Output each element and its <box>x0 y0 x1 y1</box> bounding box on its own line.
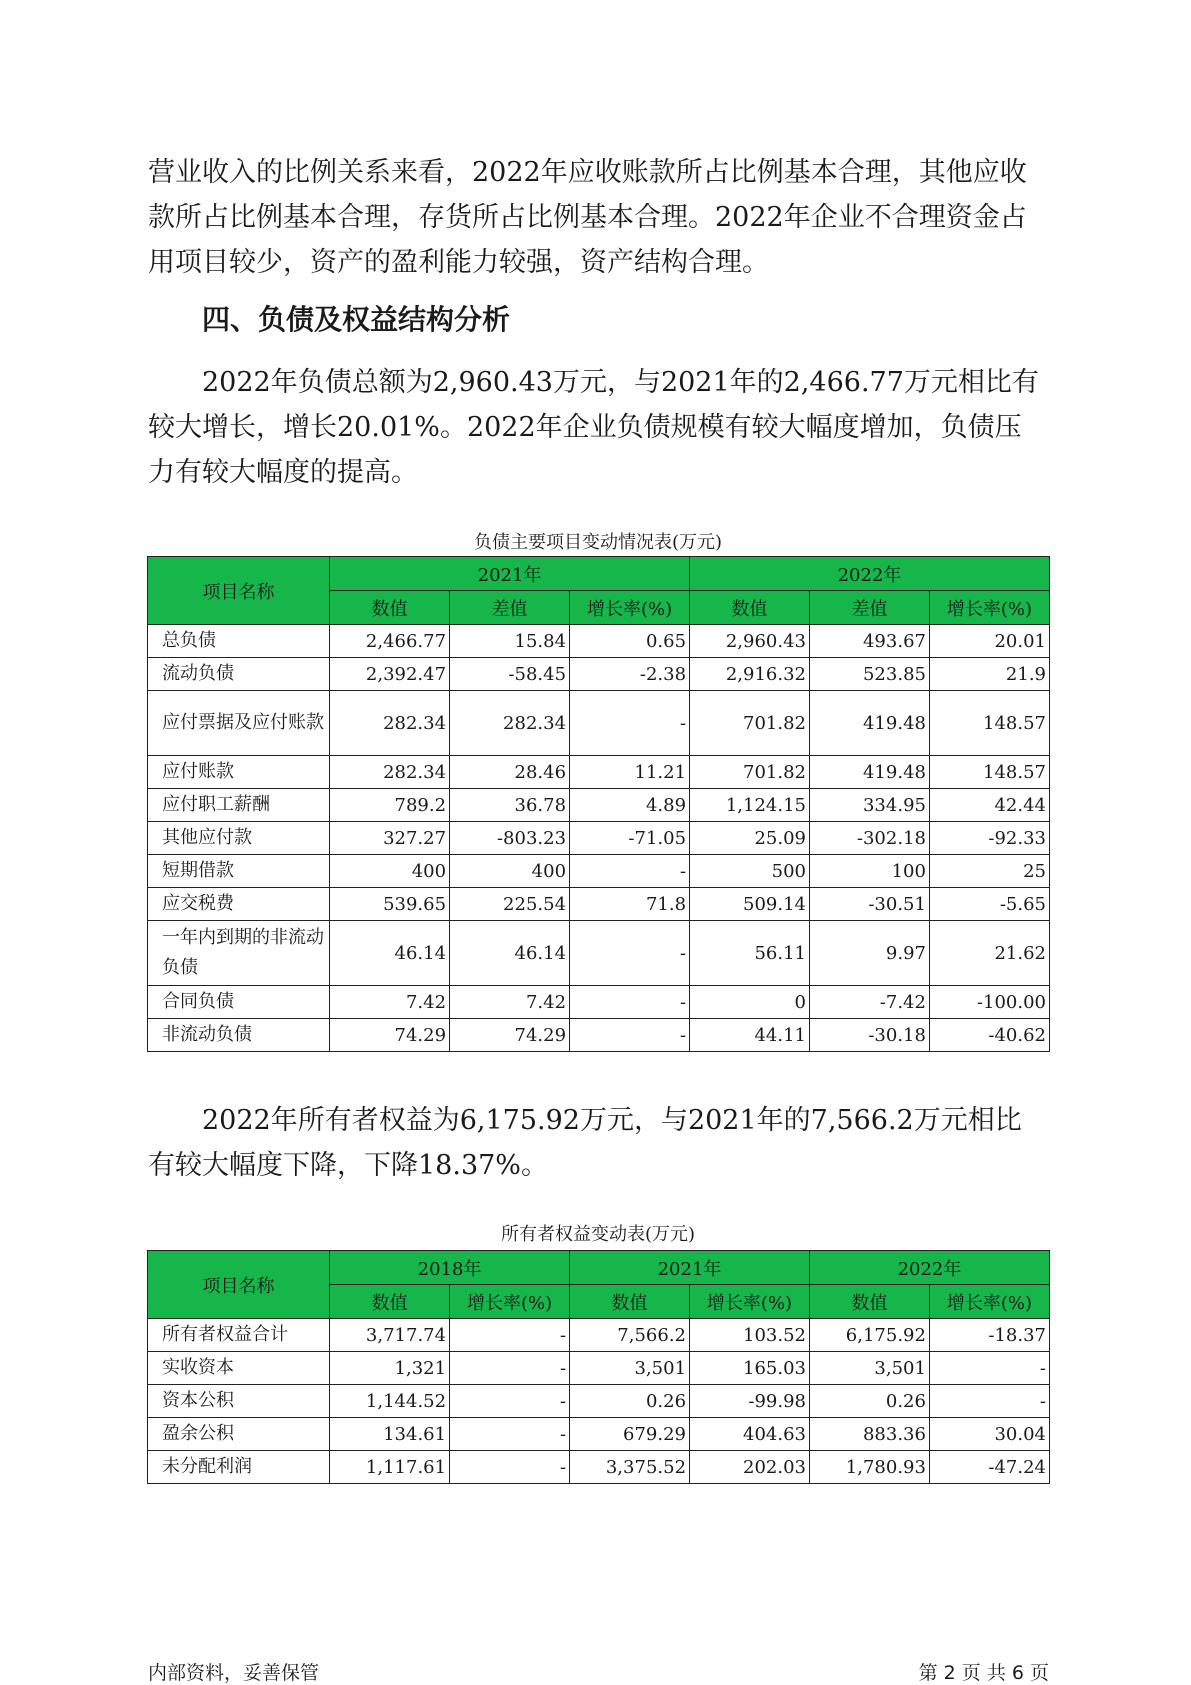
row-label-cell: 所有者权益合计 <box>148 1319 330 1352</box>
value-cell: 46.14 <box>330 921 450 986</box>
sub-header-diff: 差值 <box>810 591 930 625</box>
value-cell: -92.33 <box>929 822 1049 855</box>
table-row <box>148 921 1050 986</box>
value-cell: 46.14 <box>450 921 570 986</box>
item-name-header: 项目名称 <box>148 1251 330 1319</box>
value-cell: 1,144.52 <box>330 1385 450 1418</box>
sub-header-value: 数值 <box>330 1285 450 1319</box>
row-label-cell: 资本公积 <box>148 1385 330 1418</box>
sub-header-value: 数值 <box>570 1285 690 1319</box>
value-cell: 523.85 <box>810 658 930 691</box>
value-cell: -302.18 <box>810 822 930 855</box>
row-label-cell: 其他应付款 <box>148 822 330 855</box>
value-cell: 20.01 <box>929 625 1049 658</box>
table-row <box>148 1451 1050 1484</box>
value-cell: 500 <box>690 855 810 888</box>
sub-header-value: 数值 <box>330 591 450 625</box>
value-cell: -803.23 <box>450 822 570 855</box>
item-name-header: 项目名称 <box>148 557 330 625</box>
value-cell: 25 <box>929 855 1049 888</box>
sub-header-growth: 增长率(%) <box>570 591 690 625</box>
value-cell: 0 <box>690 986 810 1019</box>
sub-header-value: 数值 <box>809 1285 929 1319</box>
value-cell: -40.62 <box>929 1019 1049 1052</box>
value-cell: 282.34 <box>330 691 450 756</box>
value-cell: 7.42 <box>450 986 570 1019</box>
row-label-cell: 应付职工薪酬 <box>148 789 330 822</box>
value-cell: -2.38 <box>570 658 690 691</box>
sub-header-growth: 增长率(%) <box>929 591 1049 625</box>
value-cell: 21.9 <box>929 658 1049 691</box>
equity-table-body <box>148 1319 1050 1484</box>
value-cell: 1,117.61 <box>330 1451 450 1484</box>
value-cell: - <box>570 921 690 986</box>
year-header-2022: 2022年 <box>690 557 1050 591</box>
value-cell: 44.11 <box>690 1019 810 1052</box>
row-label-cell: 流动负债 <box>148 658 330 691</box>
value-cell: -100.00 <box>929 986 1049 1019</box>
value-cell: 1,321 <box>330 1352 450 1385</box>
value-cell: 56.11 <box>690 921 810 986</box>
value-cell: -5.65 <box>929 888 1049 921</box>
value-cell: 2,916.32 <box>690 658 810 691</box>
value-cell: 6,175.92 <box>809 1319 929 1352</box>
row-label-cell: 非流动负债 <box>148 1019 330 1052</box>
value-cell: 1,780.93 <box>809 1451 929 1484</box>
value-cell: 103.52 <box>690 1319 810 1352</box>
value-cell: 3,501 <box>809 1352 929 1385</box>
paragraph-liabilities: 2022年负债总额为2,960.43万元，与2021年的2,466.77万元相比有较大增长，增长20.01%。2022年企业负债规模有较大幅度增加，负债压力有较大幅度的提高。 <box>148 367 1039 488</box>
value-cell: -30.18 <box>810 1019 930 1052</box>
value-cell: -30.51 <box>810 888 930 921</box>
table-row <box>148 986 1050 1019</box>
value-cell: - <box>570 1019 690 1052</box>
value-cell: 789.2 <box>330 789 450 822</box>
table-row <box>148 855 1050 888</box>
value-cell: 225.54 <box>450 888 570 921</box>
value-cell: 2,960.43 <box>690 625 810 658</box>
equity-table <box>147 1250 1050 1484</box>
table-row <box>148 1319 1050 1352</box>
value-cell: 400 <box>330 855 450 888</box>
year-header-2021: 2021年 <box>330 557 690 591</box>
value-cell: 0.65 <box>570 625 690 658</box>
table-row <box>148 822 1050 855</box>
row-label-cell: 应付账款 <box>148 756 330 789</box>
value-cell: - <box>450 1352 570 1385</box>
paragraph-equity: 2022年所有者权益为6,175.92万元，与2021年的7,566.2万元相比有较大幅度下降，下降18.37%。 <box>148 1105 1022 1181</box>
value-cell: 1,124.15 <box>690 789 810 822</box>
value-cell: 327.27 <box>330 822 450 855</box>
value-cell: 3,717.74 <box>330 1319 450 1352</box>
value-cell: 7,566.2 <box>570 1319 690 1352</box>
value-cell: - <box>929 1352 1049 1385</box>
value-cell: 701.82 <box>690 756 810 789</box>
value-cell: 148.57 <box>929 691 1049 756</box>
table-row <box>148 691 1050 756</box>
value-cell: 4.89 <box>570 789 690 822</box>
value-cell: 36.78 <box>450 789 570 822</box>
table-row <box>148 756 1050 789</box>
value-cell: 883.36 <box>809 1418 929 1451</box>
value-cell: - <box>570 691 690 756</box>
value-cell: 404.63 <box>690 1418 810 1451</box>
value-cell: -7.42 <box>810 986 930 1019</box>
value-cell: 419.48 <box>810 691 930 756</box>
value-cell: 28.46 <box>450 756 570 789</box>
sub-header-value: 数值 <box>690 591 810 625</box>
value-cell: 25.09 <box>690 822 810 855</box>
row-label-cell: 未分配利润 <box>148 1451 330 1484</box>
value-cell: - <box>450 1451 570 1484</box>
value-cell: 202.03 <box>690 1451 810 1484</box>
table-row <box>148 1019 1050 1052</box>
table-row <box>148 1418 1050 1451</box>
row-label-cell: 一年内到期的非流动负债 <box>148 921 330 986</box>
value-cell: 282.34 <box>330 756 450 789</box>
value-cell: 21.62 <box>929 921 1049 986</box>
value-cell: 493.67 <box>810 625 930 658</box>
footer-confidential-note: 内部资料，妥善保管 <box>148 1662 320 1684</box>
value-cell: 30.04 <box>929 1418 1049 1451</box>
value-cell: 7.42 <box>330 986 450 1019</box>
row-label-cell: 盈余公积 <box>148 1418 330 1451</box>
value-cell: -58.45 <box>450 658 570 691</box>
value-cell: 148.57 <box>929 756 1049 789</box>
value-cell: 282.34 <box>450 691 570 756</box>
value-cell: -71.05 <box>570 822 690 855</box>
table-row <box>148 658 1050 691</box>
value-cell: - <box>570 986 690 1019</box>
value-cell: 74.29 <box>450 1019 570 1052</box>
value-cell: -47.24 <box>929 1451 1049 1484</box>
liabilities-table <box>147 556 1050 1052</box>
footer-page-number: 第 2 页 共 6 页 <box>918 1662 1049 1684</box>
row-label-cell: 实收资本 <box>148 1352 330 1385</box>
value-cell: 74.29 <box>330 1019 450 1052</box>
value-cell: 3,375.52 <box>570 1451 690 1484</box>
value-cell: 2,392.47 <box>330 658 450 691</box>
value-cell: 509.14 <box>690 888 810 921</box>
sub-header-diff: 差值 <box>450 591 570 625</box>
sub-header-growth: 增长率(%) <box>929 1285 1049 1319</box>
table-row <box>148 625 1050 658</box>
value-cell: 400 <box>450 855 570 888</box>
section-heading: 四、负债及权益结构分析 <box>202 303 511 336</box>
value-cell: - <box>450 1385 570 1418</box>
equity-table-caption: 所有者权益变动表(万元) <box>500 1224 696 1245</box>
value-cell: 11.21 <box>570 756 690 789</box>
value-cell: -99.98 <box>690 1385 810 1418</box>
year-header-2021: 2021年 <box>570 1251 810 1285</box>
row-label-cell: 短期借款 <box>148 855 330 888</box>
table-row <box>148 1352 1050 1385</box>
table-row <box>148 789 1050 822</box>
value-cell: 2,466.77 <box>330 625 450 658</box>
sub-header-growth: 增长率(%) <box>450 1285 570 1319</box>
row-label-cell: 应付票据及应付账款 <box>148 691 330 756</box>
table-row <box>148 1385 1050 1418</box>
value-cell: -18.37 <box>929 1319 1049 1352</box>
row-label-cell: 应交税费 <box>148 888 330 921</box>
value-cell: 15.84 <box>450 625 570 658</box>
value-cell: 3,501 <box>570 1352 690 1385</box>
sub-header-growth: 增长率(%) <box>690 1285 810 1319</box>
value-cell: 42.44 <box>929 789 1049 822</box>
value-cell: 334.95 <box>810 789 930 822</box>
row-label-cell: 合同负债 <box>148 986 330 1019</box>
paragraph-asset-summary: 营业收入的比例关系来看，2022年应收账款所占比例基本合理，其他应收款所占比例基本合理，存货所占比例基本合理。2022年企业不合理资金占用项目较少，资产的盈利能力较强，资产结构合理。 <box>148 157 1027 278</box>
value-cell: 0.26 <box>570 1385 690 1418</box>
row-label-cell: 总负债 <box>148 625 330 658</box>
liabilities-table-caption: 负债主要项目变动情况表(万元) <box>473 532 723 553</box>
liabilities-table-body <box>148 625 1050 1052</box>
value-cell: 134.61 <box>330 1418 450 1451</box>
value-cell: 9.97 <box>810 921 930 986</box>
year-header-2022: 2022年 <box>809 1251 1049 1285</box>
value-cell: 679.29 <box>570 1418 690 1451</box>
value-cell: 539.65 <box>330 888 450 921</box>
value-cell: - <box>450 1418 570 1451</box>
year-header-2018: 2018年 <box>330 1251 570 1285</box>
value-cell: 165.03 <box>690 1352 810 1385</box>
value-cell: 701.82 <box>690 691 810 756</box>
value-cell: 419.48 <box>810 756 930 789</box>
value-cell: - <box>570 855 690 888</box>
value-cell: 0.26 <box>809 1385 929 1418</box>
table-row <box>148 888 1050 921</box>
value-cell: 71.8 <box>570 888 690 921</box>
value-cell: - <box>929 1385 1049 1418</box>
value-cell: 100 <box>810 855 930 888</box>
value-cell: - <box>450 1319 570 1352</box>
